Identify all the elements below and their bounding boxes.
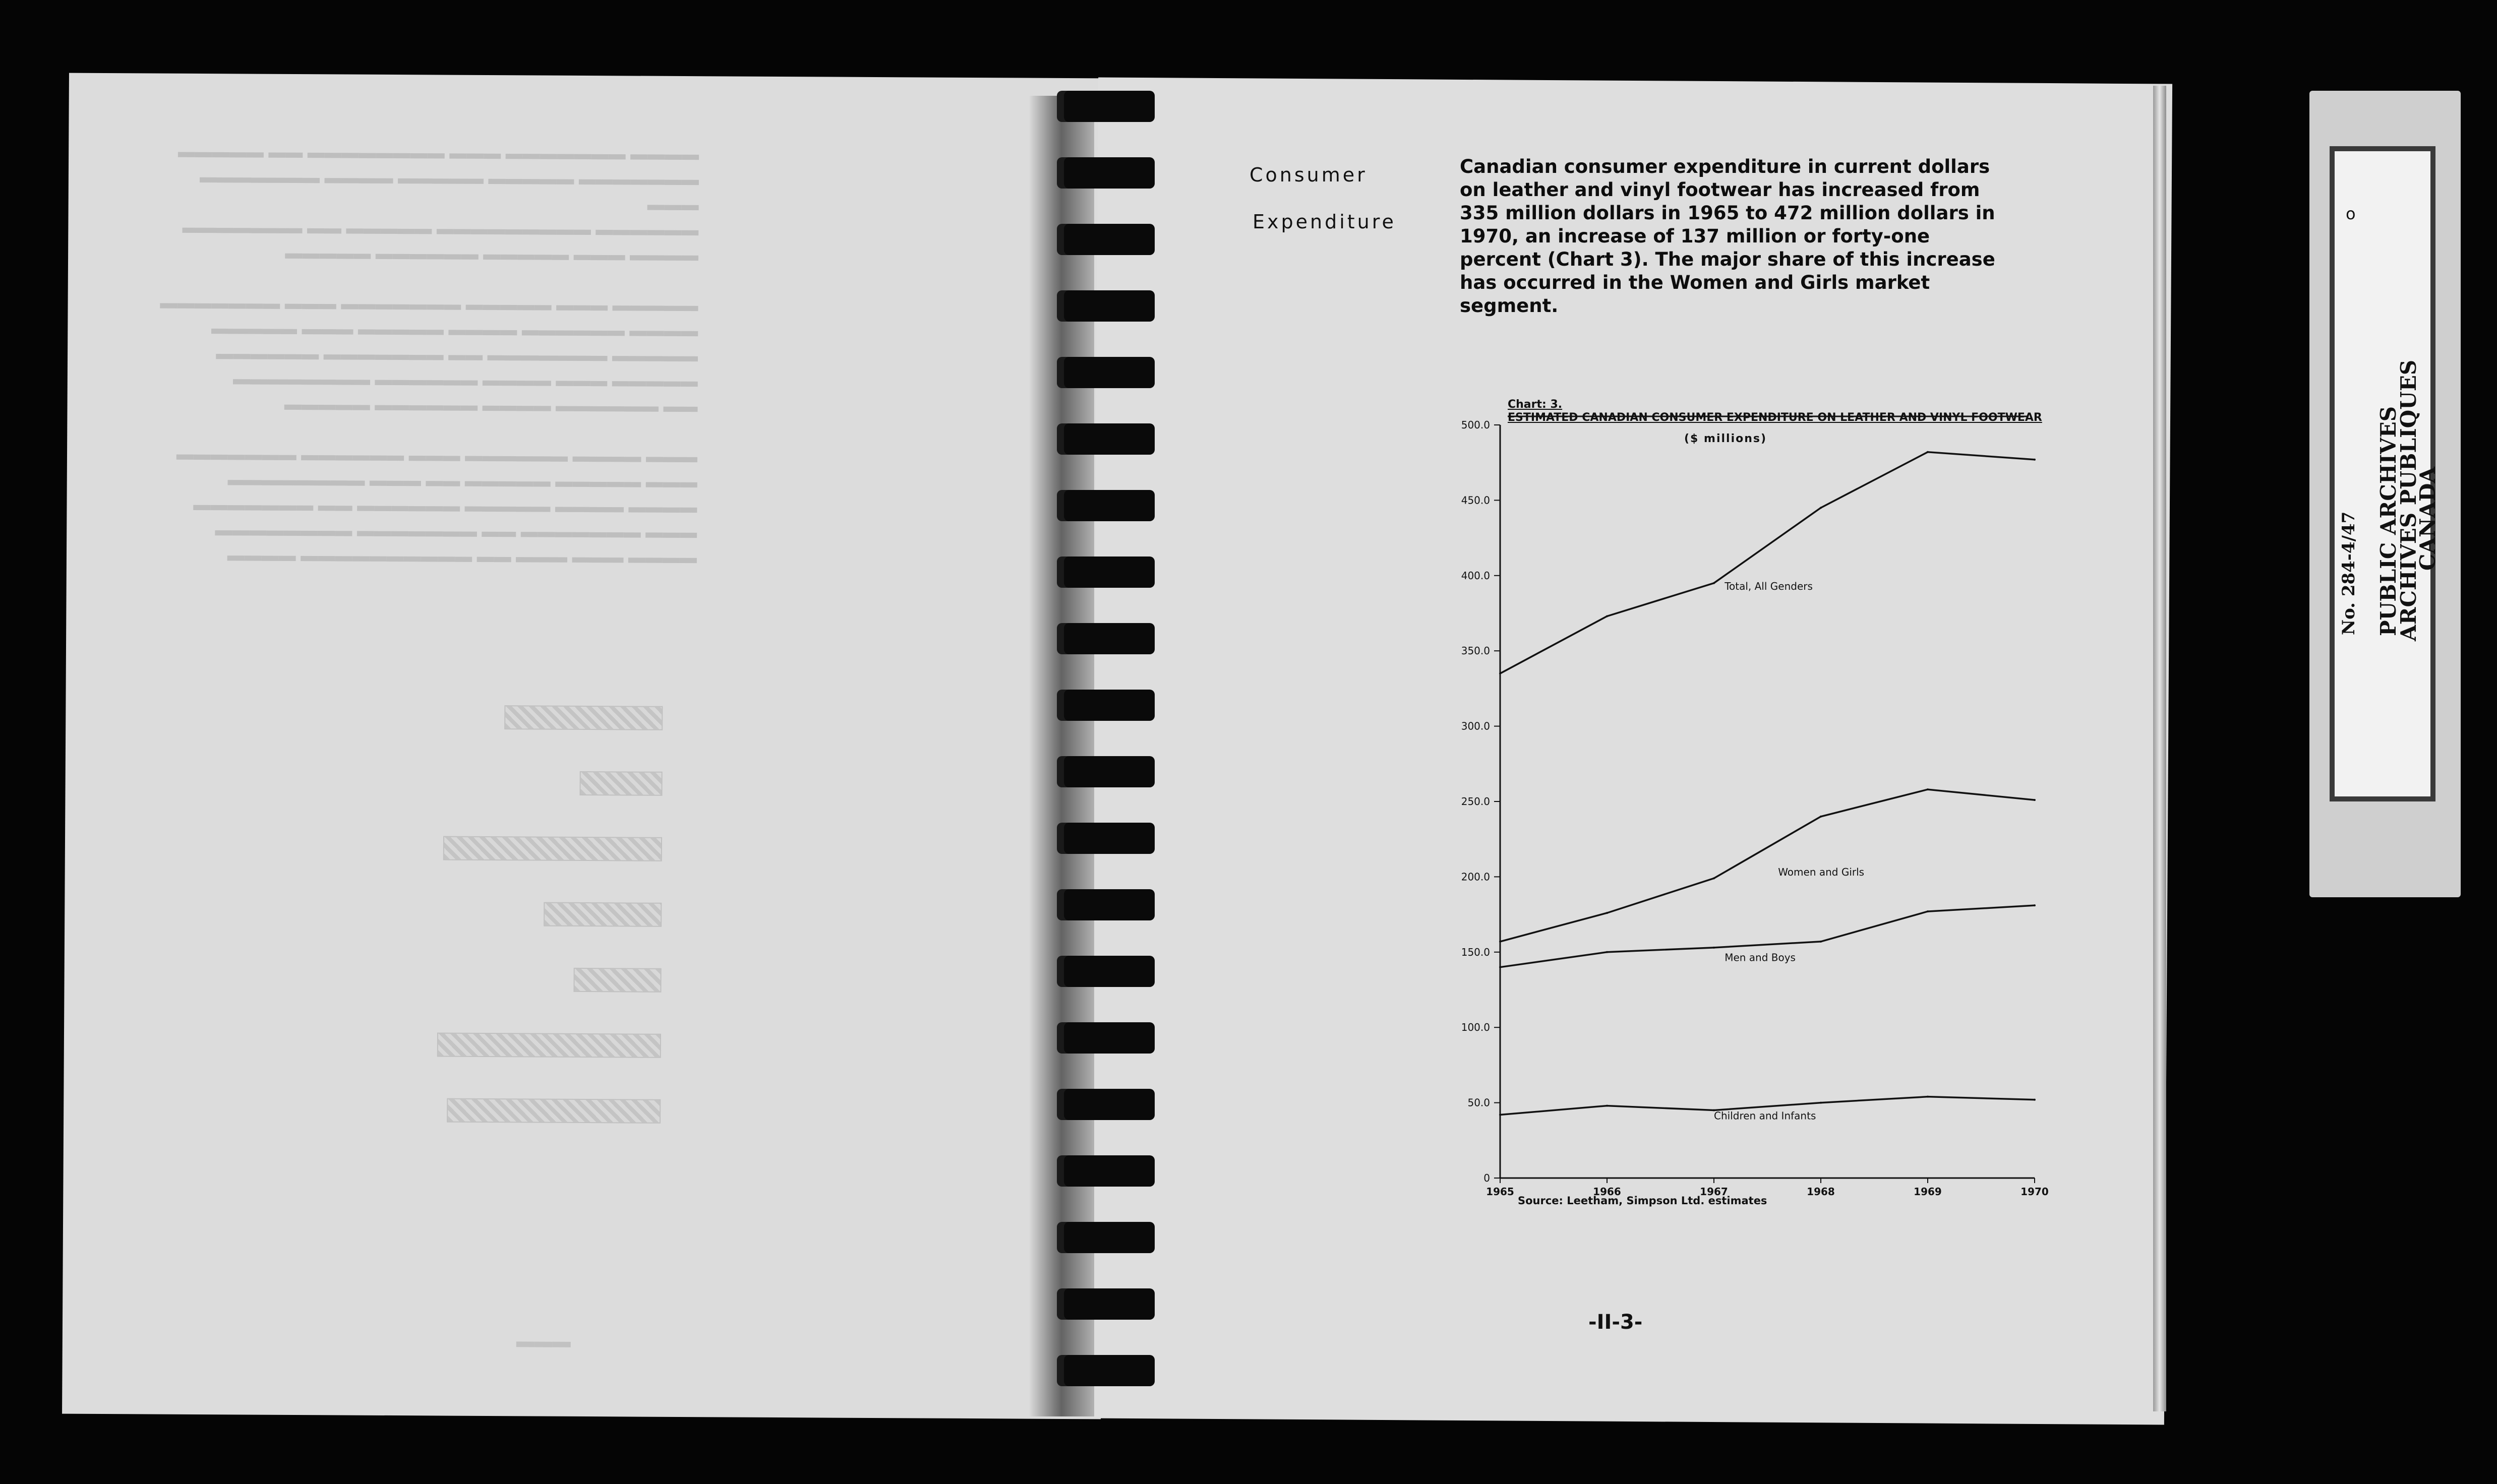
data-point xyxy=(1499,672,1501,674)
chart-title: ESTIMATED CANADIAN CONSUMER EXPENDITURE ON LEATHER AND VINYL FOOTWEAR xyxy=(1508,411,2042,424)
data-point xyxy=(1499,1114,1501,1116)
data-point xyxy=(1606,912,1608,914)
side-heading-consumer: Consumer xyxy=(1250,164,1368,186)
data-point xyxy=(1606,951,1608,953)
data-point xyxy=(1713,582,1715,584)
x-tick-label: 1966 xyxy=(1593,1186,1621,1198)
y-tick-label: 350.0 xyxy=(1461,645,1490,657)
data-point xyxy=(1820,816,1822,818)
data-point xyxy=(2034,459,2036,461)
chart-source: Source: Leetham, Simpson Ltd. estimates xyxy=(1518,1195,1767,1207)
data-point xyxy=(1499,966,1501,968)
bleed-through-page-number: ▬▬▬ xyxy=(516,1330,571,1351)
body-paragraph: Canadian consumer expenditure in current dollars on leather and vinyl footwear has increased from 335 million dollars in 1965 to 472 million dollars in 1970, an increase of 137 million or forty-one percent (Chart 3). The major share of this increase has occurred in the Women and Girls market segment. xyxy=(1460,156,1995,317)
data-point xyxy=(2034,904,2036,906)
page-number: -II-3- xyxy=(1588,1311,1643,1334)
x-tick-label: 1967 xyxy=(1700,1186,1728,1198)
chart-label: Chart: 3. xyxy=(1508,398,1563,411)
data-point xyxy=(1927,910,1929,912)
y-tick-label: 0 xyxy=(1483,1172,1490,1184)
y-tick-label: 250.0 xyxy=(1461,795,1490,808)
data-point xyxy=(1606,1105,1608,1107)
data-point xyxy=(1713,877,1715,879)
series-line xyxy=(1500,789,2035,942)
series-label: Women and Girls xyxy=(1778,865,1865,878)
data-point xyxy=(2034,799,2036,801)
archive-line-3: CANADA xyxy=(2415,466,2440,571)
data-point xyxy=(1820,507,1822,509)
y-tick-label: 150.0 xyxy=(1461,946,1490,958)
data-point xyxy=(1499,941,1501,943)
archive-line-1: PUBLIC ARCHIVES xyxy=(2376,406,2401,636)
y-tick-label: 50.0 xyxy=(1467,1096,1490,1109)
data-point xyxy=(1927,788,1929,790)
data-point xyxy=(2034,1099,2036,1101)
series-label: Men and Boys xyxy=(1725,951,1796,964)
y-tick-label: 400.0 xyxy=(1461,569,1490,582)
data-point xyxy=(1927,1096,1929,1098)
y-tick-label: 300.0 xyxy=(1461,720,1490,732)
x-tick-label: 1970 xyxy=(2020,1186,2049,1198)
y-tick-label: 100.0 xyxy=(1461,1021,1490,1034)
archive-reference: No. 284-4/47 xyxy=(2339,511,2359,635)
y-tick-label: 450.0 xyxy=(1461,494,1490,507)
series-line xyxy=(1500,452,2035,673)
x-tick-label: 1969 xyxy=(1914,1186,1942,1198)
data-point xyxy=(1606,615,1608,617)
x-tick-label: 1968 xyxy=(1807,1186,1835,1198)
y-tick-label: 500.0 xyxy=(1461,419,1490,431)
data-point xyxy=(1820,941,1822,943)
data-point xyxy=(1713,947,1715,949)
archive-mark: o xyxy=(2346,204,2356,223)
chart-units: ($ millions) xyxy=(1684,432,1767,445)
data-point xyxy=(1927,451,1929,453)
x-tick-label: 1965 xyxy=(1486,1186,1514,1198)
bleed-through-text: ▬▬▬▬ ▬▬▬▬▬▬▬ ▬▬▬ ▬▬▬▬▬▬▬▬ ▬▬ ▬▬▬▬▬ ▬▬▬▬▬▬▬ ▬▬▬▬▬ ▬▬▬▬▬ ▬▬▬▬ ▬▬▬▬▬▬▬ ▬▬▬ ▬▬▬▬▬▬ ▬▬▬▬▬▬▬▬▬ ▬▬▬▬▬ ▬▬ ▬▬▬▬▬▬▬ ▬▬▬▬ ▬▬▬ ▬▬▬▬▬ ▬▬▬▬▬▬ ▬▬▬▬▬ ▬▬▬▬▬ ▬▬▬ ▬▬▬▬▬ ▬▬▬▬▬▬▬ ▬▬▬ ▬▬▬▬▬▬▬ ▬▬▬▬ ▬▬▬▬▬▬ ▬▬▬▬ ▬▬▬▬▬ ▬▬▬ ▬▬▬▬▬ ▬▬▬▬▬ ▬▬▬▬▬▬▬ ▬▬ ▬▬▬▬▬▬▬ ▬▬▬▬▬▬ ▬▬▬▬▬ ▬▬▬ ▬▬▬▬ ▬▬▬▬▬▬ ▬▬▬▬▬▬▬▬ ▬▬ ▬▬▬▬▬▬ ▬▬▬▬ ▬▬▬▬▬▬ ▬▬▬▬▬ ▬▬▬ ▬▬▬▬ ▬▬▬▬▬▬ ▬▬▬ ▬▬▬▬▬▬ ▬▬▬▬▬▬▬ ▬▬▬ ▬▬▬▬▬ ▬▬▬▬▬ ▬▬ ▬▬▬ ▬▬▬▬▬▬▬▬ ▬▬▬▬ ▬▬▬▬ ▬▬▬▬▬ ▬▬▬▬▬▬ ▬▬ ▬▬▬▬▬▬▬ ▬▬▬ ▬▬▬▬▬▬▬ ▬▬ ▬▬▬▬▬▬▬ ▬▬▬▬▬▬▬▬ ▬▬▬▬ ▬▬▬ ▬▬▬ ▬▬ ▬▬▬▬▬▬▬▬▬▬ ▬▬▬▬ xyxy=(160,142,699,568)
archive-line-2: ARCHIVES PUBLIQUES xyxy=(2396,359,2421,641)
data-point xyxy=(1820,1102,1822,1104)
side-heading-expenditure: Expenditure xyxy=(1253,211,1396,233)
y-tick-label: 200.0 xyxy=(1461,871,1490,883)
series-label: Total, All Genders xyxy=(1725,580,1813,592)
series-label: Children and Infants xyxy=(1714,1109,1816,1122)
